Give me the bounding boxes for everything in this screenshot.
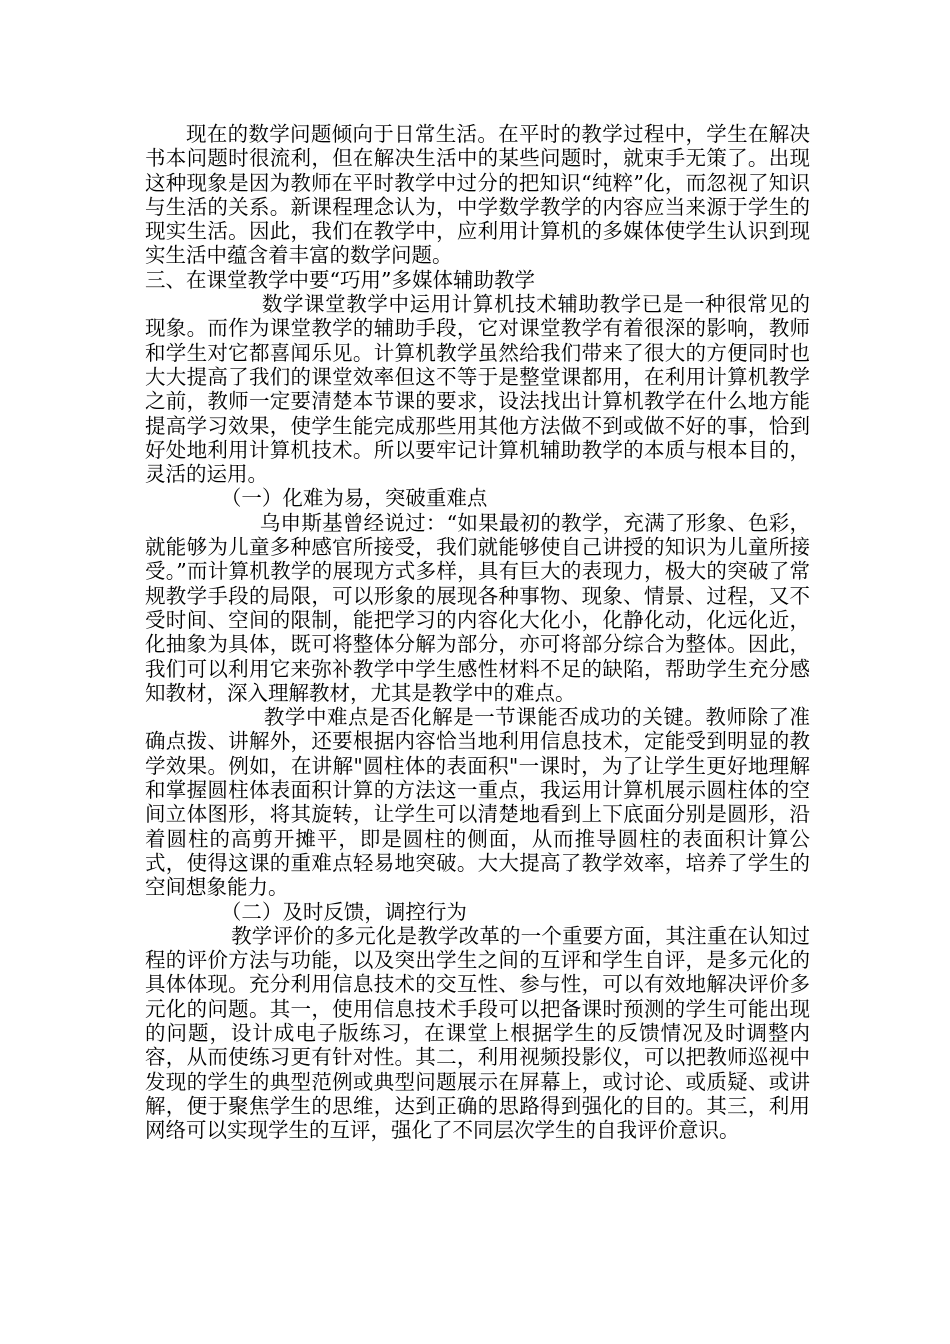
paragraph-evaluation: 教学评价的多元化是教学改革的一个重要方面，其注重在认知过程的评价方法与功能，以及突出学生之间的互评和学生自评，是多元化的具体体现。充分利用信息技术的交互性、参与性，可以有效地解决评价多元化的问题。其一，使用信息技术手段可以把备课时预测的学生可能出现的问题，设计成电子版练习，在课堂上根据学生的反馈情况及时调整内容，从而使练习更有针对性。其二，利用视频投影仪，可以把教师巡视中发现的学生的典型范例或典型问题展示在屏幕上，或讨论、或质疑、或讲解，便于聚焦学生的思维，达到正确的思路得到强化的目的。其三，利用网络可以实现学生的互评，强化了不同层次学生的自我评价意识。 — [145, 923, 810, 1143]
paragraph-ushinsky-quote: 乌申斯基曾经说过：“如果最初的教学，充满了形象、色彩，就能够为儿童多种感官所接受，我们就能够使自己讲授的知识为儿童所接受。”而计算机教学的展现方式多样，具有巨大的表现力，极大的突破了常规教学手段的局限，可以形象的展现各种事物、现象、情景、过程，又不受时间、空间的限制，能把学习的内容化大化小，化静化动，化远化近，化抽象为具体，既可将整体分解为部分，亦可将部分综合为整体。因此，我们可以利用它来弥补教学中学生感性材料不足的缺陷，帮助学生充分感知教材，深入理解教材，尤其是教学中的难点。 — [145, 510, 810, 705]
section-heading-multimedia: 三、在课堂教学中要“巧用”多媒体辅助教学 — [145, 267, 535, 292]
paragraph-computer-assisted-teaching: 数学课堂教学中运用计算机技术辅助教学已是一种很常见的现象。而作为课堂教学的辅助手段，它对课堂教学有着很深的影响，教师和学生对它都喜闻乐见。计算机教学虽然给我们带来了很大的方便同时也大大提高了我们的课堂效率但这不等于是整堂课都用，在利用计算机教学之前，教师一定要清楚本节课的要求，设法找出计算机教学在什么地方能提高学习效果，使学生能完成那些用其他方法做不到或做不好的事，恰到好处地利用计算机技术。所以要牢记计算机辅助教学的本质与根本目的，灵活的运用。 — [145, 292, 810, 487]
paragraph-real-life-math: 现在的数学问题倾向于日常生活。在平时的教学过程中，学生在解决书本问题时很流利，但在解决生活中的某些问题时，就束手无策了。出现这种现象是因为教师在平时教学中过分的把知识“纯粹”化，而忽视了知识与生活的关系。新课程理念认为，中学数学教学的内容应当来源于学生的现实生活。因此，我们在教学中，应利用计算机的多媒体使学生认识到现实生活中蕴含着丰富的数学问题。 — [145, 122, 810, 268]
subheading-difficulty: （一）化难为易，突破重难点 — [220, 486, 488, 511]
document-page — [145, 122, 810, 1142]
subheading-feedback: （二）及时反馈，调控行为 — [220, 899, 467, 924]
paragraph-cylinder-example: 教学中难点是否化解是一节课能否成功的关键。教师除了准确点拨、讲解外，还要根据内容恰当地利用信息技术，定能受到明显的教学效果。例如，在讲解"圆柱体的表面积"一课时，为了让学生更好地理解和掌握圆柱体表面积计算的方法这一重点，我运用计算机展示圆柱体的空间立体图形，将其旋转，让学生可以清楚地看到上下底面分别是圆形，沿着圆柱的高剪开摊平，即是圆柱的侧面，从而推导圆柱的表面积计算公式，使得这课的重难点轻易地突破。大大提高了教学效率，培养了学生的空间想象能力。 — [145, 705, 810, 900]
